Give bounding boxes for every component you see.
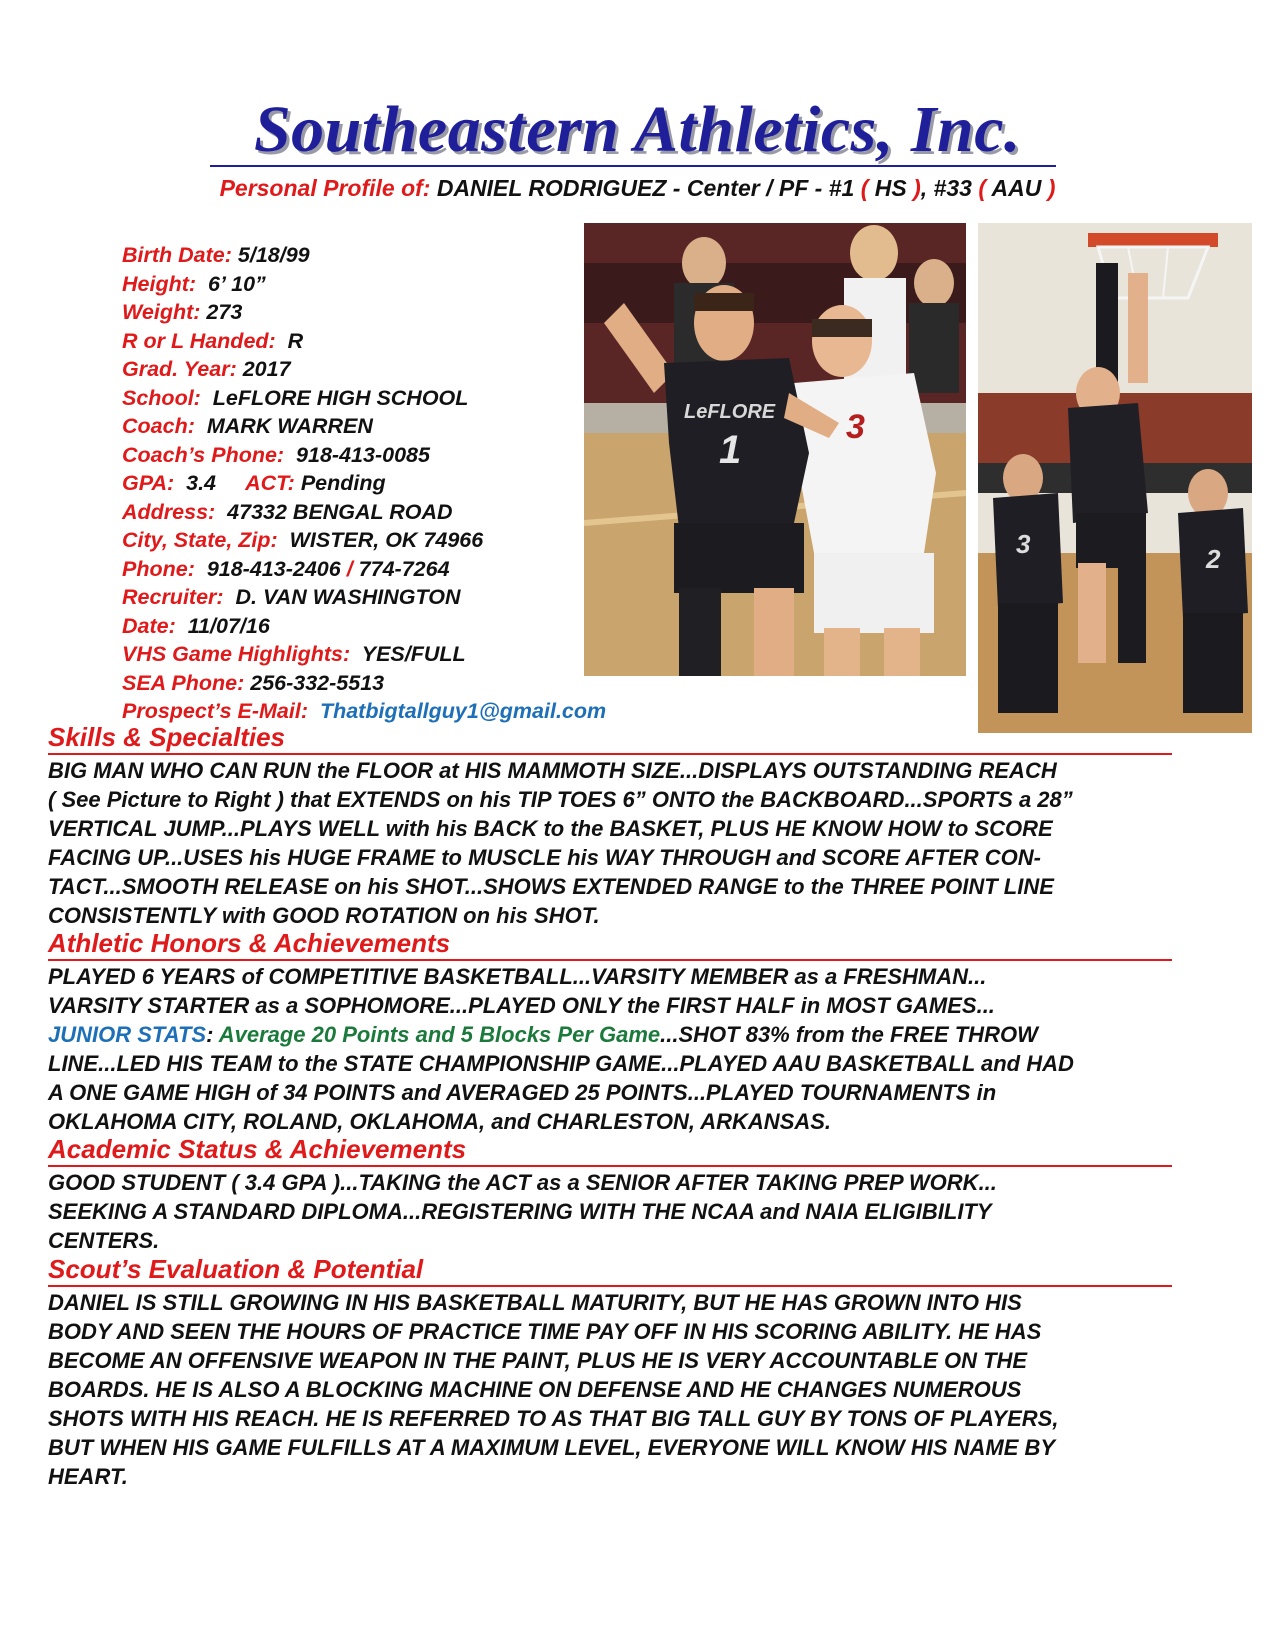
honors-line: OKLAHOMA CITY, ROLAND, OKLAHOMA, and CHARLESTON, ARKANSAS. [48,1109,832,1134]
scout-line: BECOME AN OFFENSIVE WEAPON IN THE PAINT, PLUS HE IS VERY ACCOUNTABLE ON THE [48,1348,1028,1373]
hs-paren-open: ( [860,175,875,201]
aau-paren-open: ( [978,175,992,201]
info-value: 6’ 10” [208,271,266,296]
info-row-gpa-act [122,469,606,498]
info-label: Phone: [122,556,195,581]
info-row-handed [122,327,606,356]
hs-paren-close: ) [906,175,921,201]
prospect-email: Thatbigtallguy1@gmail.com [319,699,607,723]
junior-stats-colon: : [206,1022,214,1047]
info-value: WISTER, OK 74966 [289,528,484,552]
info-row-sea-phone [122,669,606,698]
info-value: 2017 [242,357,291,381]
info-row-date [122,612,606,641]
player-photo-left [584,223,966,676]
info-value: MARK WARREN [206,414,373,438]
info-value: 3.4 [186,471,216,495]
skills-line: CONSISTENTLY with GOOD ROTATION on his SHOT. [48,903,600,928]
scout-line: SHOTS WITH HIS REACH. HE IS REFERRED TO AS THAT BIG TALL GUY BY TONS OF PLAYERS, [48,1406,1059,1431]
scout-line: BOARDS. HE IS ALSO A BLOCKING MACHINE ON DEFENSE AND HE CHANGES NUMEROUS [48,1377,1022,1402]
subtitle-separator: , #33 [920,175,979,201]
info-row-coach [122,412,606,441]
skills-line: BIG MAN WHO CAN RUN the FLOOR at HIS MAMMOTH SIZE...DISPLAYS OUTSTANDING REACH [48,758,1057,783]
phone-separator: / [346,556,353,581]
info-row-phone [122,555,606,584]
honors-line: A ONE GAME HIGH of 34 POINTS and AVERAGED 25 POINTS...PLAYED TOURNAMENTS in [48,1080,997,1105]
page-title: Southeastern Athletics, Inc. [253,93,1022,166]
jersey-number-right-2: 2 [1206,544,1221,574]
info-label: Prospect’s E-Mail: [122,699,308,723]
player-photo-right-art [978,223,1252,733]
info-value: 774-7264 [358,556,450,581]
jersey-number-right: 3 [1016,529,1031,559]
honors-body [48,962,1238,1136]
info-label: Weight: [122,300,201,324]
hs-text: HS [874,175,907,201]
info-label: SEA Phone: [122,670,245,695]
info-label: Coach’s Phone: [122,442,285,467]
profile-label: Personal Profile of: [219,175,431,201]
academic-line: CENTERS. [48,1228,160,1253]
info-value: D. VAN WASHINGTON [235,585,461,609]
info-value: YES/FULL [361,642,466,666]
aau-text: AAU [991,175,1042,201]
info-row-coach-phone [122,441,606,470]
player-photo-right [978,223,1252,733]
info-value: LeFLORE HIGH SCHOOL [212,385,469,410]
jersey-number-left: 1 [719,428,742,472]
honors-line [48,1020,1238,1049]
scout-line: BUT WHEN HIS GAME FULFILLS AT A MAXIMUM LEVEL, EVERYONE WILL KNOW HIS NAME BY [48,1435,1056,1460]
info-row-birth [122,241,606,270]
info-row-vhs [122,640,606,669]
title-underline [210,165,1056,167]
academic-line: GOOD STUDENT ( 3.4 GPA )...TAKING the ACT as a SENIOR AFTER TAKING PREP WORK... [48,1170,997,1195]
info-value: 256-332-5513 [250,670,385,695]
info-label: School: [122,385,201,410]
info-label: City, State, Zip: [122,528,278,552]
info-row-height [122,270,606,299]
academic-heading: Academic Status & Achievements [48,1134,1172,1167]
skills-line: TACT...SMOOTH RELEASE on his SHOT...SHOWS EXTENDED RANGE to the THREE POINT LINE [48,874,1054,899]
info-label: Address: [122,499,216,524]
scout-line: BODY AND SEEN THE HOURS OF PRACTICE TIME PAY OFF IN HIS SCORING ABILITY. HE HAS [48,1319,1042,1344]
info-row-address [122,498,606,527]
info-label: Recruiter: [122,585,224,609]
skills-heading: Skills & Specialties [48,722,1172,755]
info-label: R or L Handed: [122,328,276,353]
honors-line-rest: ...SHOT 83% from the FREE THROW [660,1022,1038,1047]
junior-stats-label: JUNIOR STATS [48,1022,207,1047]
honors-line: LINE...LED HIS TEAM to the STATE CHAMPIONSHIP GAME...PLAYED AAU BASKETBALL and HAD [48,1051,1074,1076]
info-row-school [122,384,606,413]
honors-line: VARSITY STARTER as a SOPHOMORE...PLAYED ONLY the FIRST HALF in MOST GAMES... [48,993,995,1018]
scout-heading: Scout’s Evaluation & Potential [48,1254,1172,1287]
info-value: 47332 BENGAL ROAD [227,499,453,524]
info-value: 11/07/16 [187,613,270,638]
profile-main: DANIEL RODRIGUEZ - Center / PF - #1 [436,175,861,201]
info-row-weight [122,298,606,327]
info-value: 918-413-2406 [206,556,341,581]
profile-subtitle [0,175,1275,202]
skills-line: FACING UP...USES his HUGE FRAME to MUSCLE his WAY THROUGH and SCORE AFTER CON- [48,845,1041,870]
skills-line: VERTICAL JUMP...PLAYS WELL with his BACK to the BASKET, PLUS HE KNOW HOW to SCORE [48,816,1053,841]
info-label: Grad. Year: [122,357,237,381]
info-value: Pending [300,471,386,495]
honors-heading: Athletic Honors & Achievements [48,928,1172,961]
junior-stats-values: Average 20 Points and 5 Blocks Per Game [213,1022,661,1047]
academic-line: SEEKING A STANDARD DIPLOMA...REGISTERING WITH THE NCAA and NAIA ELIGIBILITY [48,1199,992,1224]
honors-line: PLAYED 6 YEARS of COMPETITIVE BASKETBALL...VARSITY MEMBER as a FRESHMAN... [48,964,987,989]
info-label: Height: [122,271,197,296]
aau-paren-close: ) [1041,175,1056,201]
info-label: VHS Game Highlights: [122,642,351,666]
skills-body [48,756,1238,930]
scout-body [48,1288,1238,1491]
info-value: 918-413-0085 [296,442,430,467]
scout-line: HEART. [48,1464,128,1489]
info-value: R [287,328,304,353]
info-row-grad-year [122,355,606,384]
info-label: Coach: [122,414,195,438]
academic-body [48,1168,1238,1255]
info-label: GPA: [122,471,175,495]
info-row-city-state-zip [122,526,606,555]
skills-line: ( See Picture to Right ) that EXTENDS on his TIP TOES 6” ONTO the BACKBOARD...SPORTS a 28” [48,787,1073,812]
info-row-recruiter [122,583,606,612]
info-value: 273 [206,300,243,324]
player-photo-left-art [584,223,966,676]
info-list [122,241,606,726]
team-text: LeFLORE [684,401,776,423]
info-value: 5/18/99 [237,243,310,267]
scout-line: DANIEL IS STILL GROWING IN HIS BASKETBALL MATURITY, BUT HE HAS GROWN INTO HIS [48,1290,1022,1315]
svg-text:3: 3 [846,408,865,446]
info-label: ACT: [245,471,295,495]
info-label: Date: [122,613,176,638]
info-label: Birth Date: [122,243,232,267]
